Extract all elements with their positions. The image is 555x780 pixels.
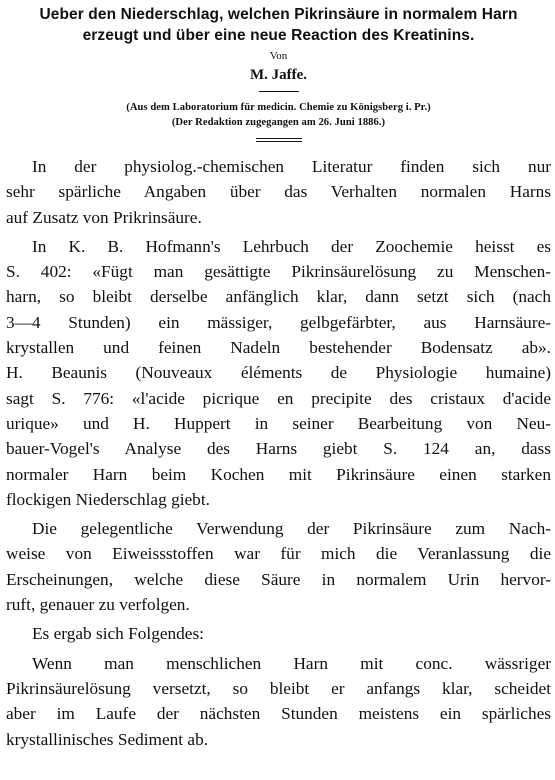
text-line: flockigen Niederschlag giebt.	[6, 489, 210, 509]
text-line: harn, so bleibt derselbe anfänglich klar, dann setzt sich (nach	[6, 287, 551, 307]
text-line: Die gelegentliche Verwendung der Pikrinsäure zum Nach-	[32, 519, 551, 539]
text-line: H. Beaunis (Nouveaux éléments de Physiologie humaine)	[6, 363, 551, 383]
text-line: Wenn man menschlichen Harn mit conc. wässriger	[32, 653, 551, 673]
text-line: In der physiolog.-chemischen Literatur finden sich nur	[32, 157, 551, 176]
paragraph	[6, 651, 551, 752]
text-line: auf Zusatz von Prikrinsäure.	[6, 207, 202, 227]
text-line: aber im Laufe der nächsten Stunden meistens ein spärliches	[6, 704, 551, 724]
text-line: sagt S. 776: «l'acide picrique en precipite des cristaux d'acide	[6, 388, 551, 408]
separator-rule	[259, 91, 299, 92]
text-line: krystallinisches Sediment ab.	[6, 729, 209, 749]
text-line: In K. B. Hofmann's Lehrbuch der Zoochemie heisst es	[32, 236, 551, 256]
affiliation-note: (Aus dem Laboratorium für medicin. Chemie zu Königsberg i. Pr.)	[126, 102, 431, 113]
text-line: bauer-Vogel's Analyse des Harns giebt S. 124 an, dass	[6, 439, 551, 459]
paragraph	[6, 621, 551, 646]
received-note: (Der Redaktion zugegangen am 26. Juni 1886.)	[171, 117, 386, 128]
article-body	[6, 154, 551, 752]
byline-von: Von	[269, 50, 288, 62]
double-separator-rule	[256, 138, 302, 142]
author-name: M. Jaffe.	[249, 67, 308, 83]
text-line: sehr spärliche Angaben über das Verhalten normalen Harns	[6, 182, 551, 202]
text-line: weise von Eiweissstoffen war für mich die Veranlassung die	[6, 544, 551, 564]
title-line-1: Ueber den Niederschlag, welchen Pikrinsäure in normalem Harn	[39, 6, 518, 23]
text-line: 3—4 Stunden) ein mässiger, gelbgefärbter, aus Harnsäure-	[6, 312, 551, 332]
paragraph	[6, 234, 551, 512]
text-line: S. 402: «Fügt man gesättigte Pikrinsäurelösung zu Menschen-	[6, 262, 551, 282]
paragraph	[6, 154, 551, 230]
text-line: Pikrinsäurelösung versetzt, so bleibt er anfangs klar, scheidet	[6, 678, 551, 698]
text-line: Erscheinungen, welche diese Säure in normalem Urin hervor-	[6, 569, 551, 589]
text-line: normaler Harn beim Kochen mit Pikrinsäure einen starken	[6, 464, 551, 484]
text-line: krystallen und feinen Nadeln bestehender Bodensatz ab».	[6, 338, 551, 358]
text-line: urique» und H. Huppert in seiner Bearbeitung von Neu-	[6, 413, 551, 433]
text-line: Es ergab sich Folgendes:	[32, 624, 204, 644]
paragraph	[6, 516, 551, 617]
article-title	[6, 4, 551, 46]
title-line-2: erzeugt und über eine neue Reaction des Kreatinins.	[82, 27, 475, 44]
text-line: ruft, genauer zu verfolgen.	[6, 595, 190, 615]
